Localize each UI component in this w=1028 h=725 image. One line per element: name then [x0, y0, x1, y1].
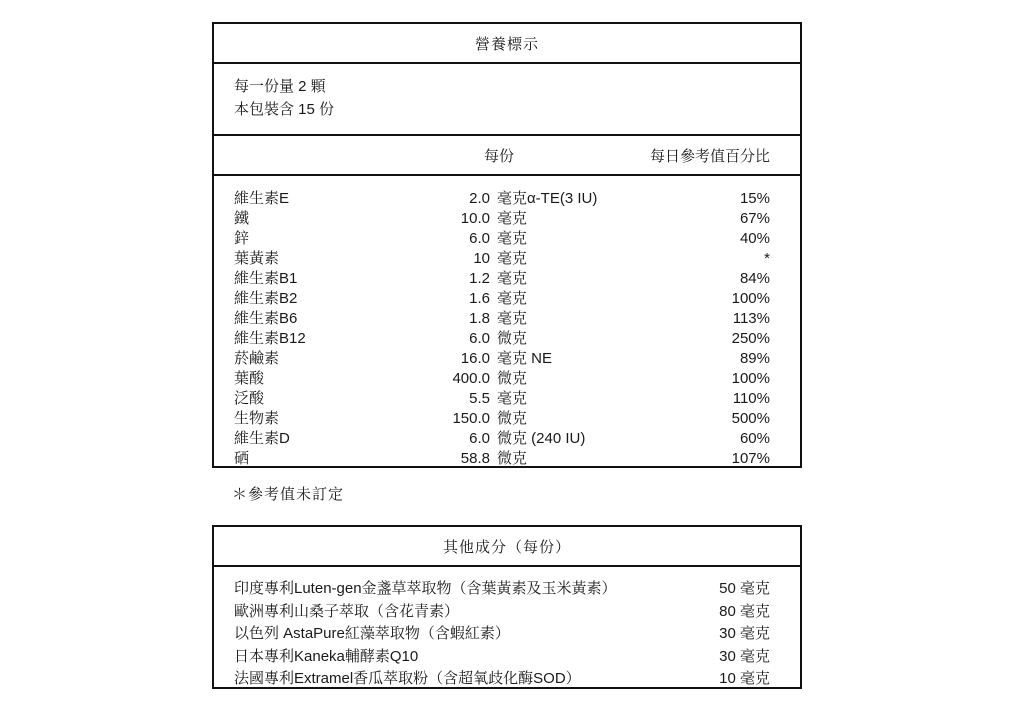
nutrient-name: 維生素B1 [234, 270, 298, 287]
nutrient-amount: 16.0 [460, 350, 490, 367]
nutrient-amount: 1.2 [469, 270, 490, 287]
nutrient-row [234, 309, 770, 329]
ingredient-row [234, 668, 770, 689]
nutrient-daily-value: 89% [739, 350, 770, 367]
nutrient-row [234, 349, 770, 369]
nutrient-amount: 10.0 [460, 210, 490, 227]
nutrient-amount: 150.0 [452, 410, 490, 427]
nutrient-row [234, 229, 770, 249]
ingredient-name: 印度專利Luten-gen金盞草萃取物（含葉黃素及玉米黃素） [234, 580, 617, 597]
serving-info [214, 64, 800, 136]
nutrient-row [234, 209, 770, 229]
ingredient-row [234, 578, 770, 601]
nutrient-unit: 毫克 [497, 210, 528, 227]
nutrient-amount: 1.6 [469, 290, 490, 307]
nutrient-daily-value: 60% [739, 430, 770, 447]
nutrient-unit: 微克 [497, 410, 528, 427]
nutrient-row [234, 249, 770, 269]
ingredient-name: 法國專利Extramel香瓜萃取粉（含超氧歧化酶SOD） [234, 670, 581, 687]
nutrient-row [234, 389, 770, 409]
nutrient-amount: 5.5 [469, 390, 490, 407]
nutrient-name: 泛酸 [234, 390, 265, 407]
nutrient-name: 維生素B6 [234, 310, 298, 327]
nutrient-daily-value: * [764, 250, 770, 267]
nutrient-row [234, 189, 770, 209]
nutrient-unit: 毫克 [497, 290, 528, 307]
nutrient-name: 維生素D [234, 430, 290, 447]
nutrient-row [234, 369, 770, 389]
ingredient-row [234, 623, 770, 646]
nutrient-unit: 毫克α-TE(3 IU) [497, 190, 598, 207]
nutrient-name: 葉黃素 [234, 250, 280, 267]
nutrient-daily-value: 250% [731, 330, 770, 347]
serving-size: 每一份量 2 顆 [234, 78, 326, 95]
nutrient-unit: 微克 [497, 450, 528, 467]
nutrient-row [234, 329, 770, 349]
other-ingredients-title: 其他成分（每份） [214, 527, 800, 567]
nutrient-daily-value: 110% [732, 390, 770, 407]
nutrient-amount: 1.8 [469, 310, 490, 327]
nutrient-daily-value: 500% [731, 410, 770, 427]
nutrient-amount: 6.0 [469, 230, 490, 247]
nutrient-unit: 微克 [497, 330, 528, 347]
ingredient-amount: 10 毫克 [719, 670, 770, 687]
nutrient-row [234, 409, 770, 429]
nutrient-daily-value: 40% [739, 230, 770, 247]
nutrient-unit: 毫克 NE [497, 350, 553, 367]
nutrient-amount: 58.8 [460, 450, 490, 467]
nutrition-table-title: 營養標示 [214, 24, 800, 64]
nutrient-row [234, 269, 770, 289]
nutrient-unit: 微克 [497, 370, 528, 387]
ingredient-amount: 50 毫克 [719, 580, 770, 597]
nutrient-name: 生物素 [234, 410, 280, 427]
ingredient-amount: 30 毫克 [719, 647, 770, 665]
ingredient-name: 日本專利Kaneka輔酵素Q10 [234, 647, 419, 665]
nutrition-facts-table [212, 22, 802, 468]
ingredient-amount: 30 毫克 [719, 625, 770, 642]
nutrient-amount: 400.0 [452, 370, 490, 387]
servings-per-package: 本包裝含 15 份 [234, 101, 335, 118]
nutrient-rows [214, 176, 800, 468]
nutrient-row [234, 429, 770, 449]
ingredient-name: 以色列 AstaPure紅藻萃取物（含蝦紅素） [234, 625, 510, 642]
nutrient-daily-value: 113% [732, 310, 770, 327]
nutrient-daily-value: 84% [739, 270, 770, 287]
nutrient-row [234, 449, 770, 468]
nutrient-name: 葉酸 [234, 370, 265, 387]
nutrient-name: 菸鹼素 [234, 350, 280, 367]
nutrient-amount: 10 [473, 250, 490, 267]
nutrient-daily-value: 100% [731, 370, 770, 387]
reference-value-footnote: ＊參考值未訂定 [232, 486, 345, 503]
ingredient-row [234, 646, 770, 669]
nutrient-name: 鐵 [234, 210, 250, 227]
nutrient-unit: 毫克 [497, 250, 528, 267]
nutrient-name: 硒 [234, 450, 250, 467]
nutrient-name: 鋅 [234, 230, 250, 247]
nutrient-amount: 2.0 [469, 190, 490, 207]
per-serving-header: 每份 [484, 148, 515, 165]
nutrient-amount: 6.0 [469, 330, 490, 347]
nutrient-name: 維生素B12 [234, 330, 306, 347]
nutrient-unit: 毫克 [497, 310, 528, 327]
nutrient-unit: 毫克 [497, 230, 528, 247]
ingredient-amount: 80 毫克 [719, 602, 770, 620]
nutrient-amount: 6.0 [469, 430, 490, 447]
column-headers [214, 136, 800, 176]
nutrient-daily-value: 15% [739, 190, 770, 207]
ingredient-row [234, 601, 770, 624]
nutrient-unit: 毫克 [497, 270, 528, 287]
nutrient-daily-value: 67% [739, 210, 770, 227]
nutrient-daily-value: 107% [731, 450, 770, 467]
other-ingredients-table [212, 525, 802, 689]
nutrient-name: 維生素B2 [234, 290, 298, 307]
daily-value-header: 每日參考值百分比 [649, 148, 770, 165]
nutrient-unit: 微克 (240 IU) [497, 430, 586, 447]
nutrient-row [234, 289, 770, 309]
nutrient-daily-value: 100% [731, 290, 770, 307]
ingredient-rows [214, 567, 800, 689]
ingredient-name: 歐洲專利山桑子萃取（含花青素） [234, 602, 460, 620]
nutrient-name: 維生素E [234, 190, 290, 207]
nutrient-unit: 毫克 [497, 390, 528, 407]
